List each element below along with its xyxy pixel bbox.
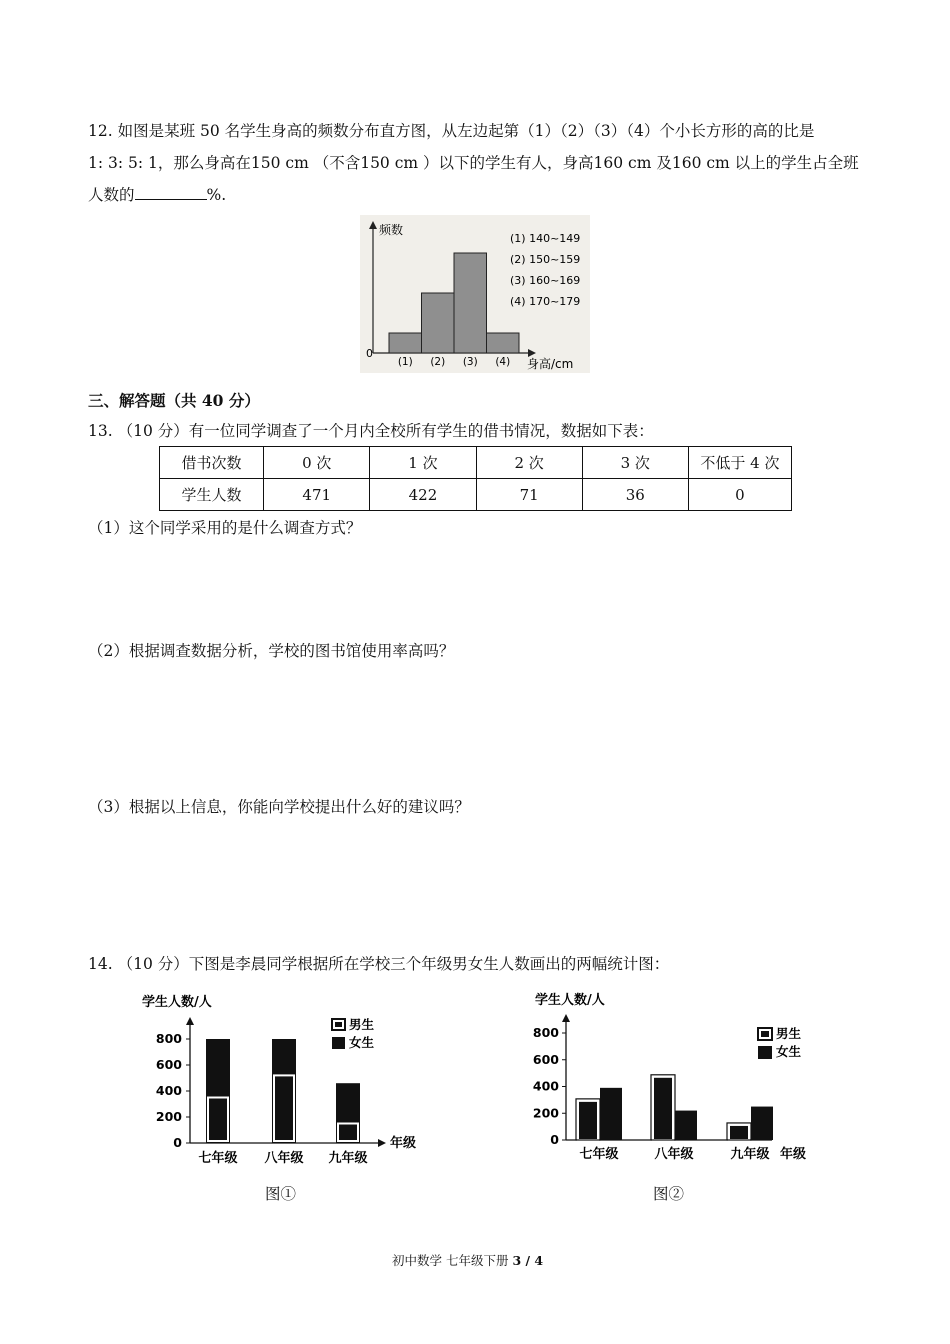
y-axis-label: 学生人数/人: [535, 993, 605, 1008]
figure2-chart: [530, 988, 820, 1173]
table-cell: 2 次: [476, 447, 582, 479]
table-cell: 36: [582, 479, 688, 511]
legend-label: 男生: [776, 1026, 802, 1041]
x-axis-label: 身高/cm: [527, 357, 574, 371]
histogram-bar: [389, 333, 422, 353]
histogram-bar: [454, 253, 487, 353]
q13-sub1: （1）这个同学采用的是什么调查方式？: [88, 519, 362, 537]
legend-entry: (4) 170~179: [510, 295, 581, 308]
q13-sub3: （3）根据以上信息，你能向学校提出什么好的建议吗？: [88, 798, 470, 816]
y-tick-label: 800: [532, 1025, 559, 1040]
table-cell: 71: [476, 479, 582, 511]
y-tick-label: 0: [173, 1135, 182, 1150]
q13-sub2: （2）根据调查数据分析，学校的图书馆使用率高吗？: [88, 642, 455, 660]
x-tick-label: (2): [430, 356, 446, 368]
x-tick-label: (4): [495, 356, 511, 368]
bar-male: [208, 1098, 228, 1142]
page-number: 3 / 4: [512, 1253, 544, 1268]
bar-female: [751, 1107, 773, 1140]
page-footer: [392, 1251, 543, 1269]
bar-male: [578, 1101, 598, 1140]
table-row: [160, 447, 792, 479]
histogram-bar: [422, 293, 455, 353]
table-cell: 1 次: [370, 447, 476, 479]
x-axis-label: 年级: [390, 1136, 417, 1151]
y-tick-label: 600: [155, 1057, 182, 1072]
y-tick-label: 200: [532, 1105, 559, 1121]
q12-line3-suffix: %.: [206, 186, 227, 204]
x-tick-label: 七年级: [198, 1151, 238, 1166]
legend-label: 女生: [349, 1035, 375, 1050]
table-cell: 422: [370, 479, 476, 511]
table-row: [160, 479, 792, 511]
legend-swatch-female: [332, 1037, 345, 1049]
x-tick-label: 九年级: [730, 1147, 770, 1162]
q12-line2: 1: 3: 5: 1，那么身高在150 cm （不含150 cm ）以下的学生有人，身高160 cm 及160 cm 以上的学生占全班: [88, 154, 859, 172]
table-cell: 0 次: [264, 447, 370, 479]
figure1-chart: [140, 988, 430, 1173]
table-cell: 3 次: [582, 447, 688, 479]
figure1-caption: 图①: [265, 1185, 297, 1203]
footer-text: 初中数学 七年级下册: [392, 1253, 513, 1268]
legend-swatch-male-inner: [335, 1022, 342, 1027]
legend-entry: (1) 140~149: [510, 232, 581, 245]
x-tick-label: (1): [397, 356, 413, 368]
q12-line3: [88, 185, 226, 205]
bar-female: [600, 1088, 622, 1140]
legend-label: 男生: [349, 1017, 375, 1032]
y-tick-label: 400: [155, 1083, 182, 1098]
bar-male: [653, 1077, 673, 1140]
x-tick-label: 九年级: [328, 1151, 368, 1166]
origin-label: 0: [366, 347, 373, 360]
y-axis-arrow-icon: [186, 1017, 194, 1025]
section-title: 三、解答题（共 40 分）: [88, 391, 260, 410]
bar-male: [338, 1124, 358, 1142]
y-tick-label: 600: [532, 1051, 559, 1067]
figure2-caption: 图②: [653, 1185, 685, 1203]
x-tick-label: 七年级: [579, 1147, 619, 1162]
q14-stem: 14. （10 分）下图是李晨同学根据所在学校三个年级男女生人数画出的两幅统计图：: [88, 955, 670, 973]
table-cell: 借书次数: [160, 447, 264, 479]
y-axis-arrow-icon: [562, 1014, 570, 1022]
y-tick-label: 200: [155, 1109, 182, 1124]
x-tick-label: 八年级: [264, 1151, 304, 1166]
histogram-chart: [360, 215, 590, 373]
x-axis-label: 年级: [780, 1147, 807, 1162]
table-cell: 学生人数: [160, 479, 264, 511]
y-tick-label: 0: [550, 1132, 559, 1147]
y-axis-label: 频数: [379, 223, 404, 237]
borrow-table: [159, 446, 792, 511]
legend-entry: (3) 160~169: [510, 274, 581, 287]
bar-female: [675, 1111, 697, 1140]
q13-stem: 13. （10 分）有一位同学调查了一个月内全校所有学生的借书情况，数据如下表：: [88, 422, 654, 440]
legend-entry: (2) 150~159: [510, 253, 581, 266]
table-cell: 0: [688, 479, 791, 511]
table-cell: 471: [264, 479, 370, 511]
q12-line3-prefix: 人数的: [88, 186, 135, 204]
legend-swatch-male-inner: [761, 1031, 769, 1037]
x-axis-arrow-icon: [378, 1139, 386, 1147]
legend-label: 女生: [776, 1044, 802, 1059]
histogram-bar: [487, 333, 520, 353]
y-tick-label: 800: [155, 1031, 182, 1046]
table-cell: 不低于 4 次: [688, 447, 791, 479]
answer-blank[interactable]: [135, 185, 207, 200]
y-tick-label: 400: [532, 1078, 559, 1094]
bar-male: [274, 1075, 294, 1141]
x-tick-label: 八年级: [654, 1147, 694, 1162]
y-axis-label: 学生人数/人: [142, 995, 212, 1010]
bar-male: [729, 1125, 749, 1140]
legend-swatch-female: [758, 1046, 772, 1059]
q12-line1: 12. 如图是某班 50 名学生身高的频数分布直方图，从左边起第（1）（2）（3）（4）个小长方形的高的比是: [88, 122, 815, 140]
x-tick-label: (3): [462, 356, 478, 368]
